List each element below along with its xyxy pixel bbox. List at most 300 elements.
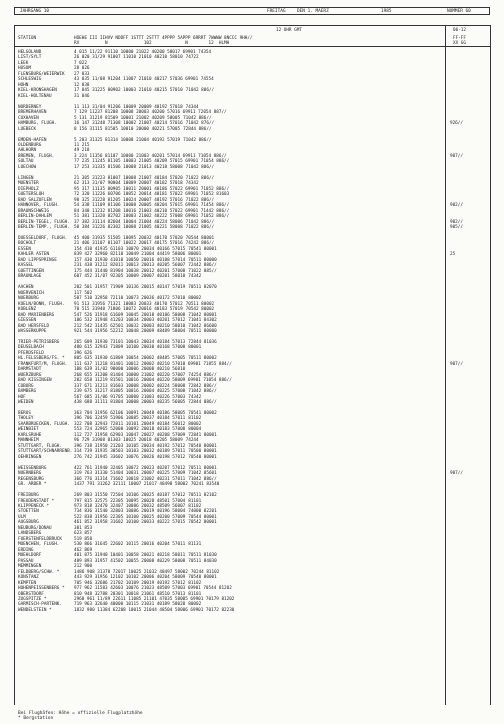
station-name: KASSEL (18, 263, 34, 269)
supplementary-codes: 70540 80001 (188, 575, 217, 581)
station-name: MUENCHEN, FLUGH. (18, 542, 60, 548)
table-row (0, 302, 504, 307)
date-label: DEN 1. MAERZ (297, 9, 329, 14)
table-row (0, 94, 504, 99)
gust-codes: 25 (450, 252, 456, 258)
gust-codes: 907// (450, 153, 463, 159)
observation-codes: 117 502 (74, 290, 93, 296)
station-name: HANNOVER, FLUGH. (18, 203, 60, 209)
supplementary-codes: 74342 (188, 274, 202, 280)
supplementary-codes: 71042 886// (185, 88, 215, 94)
station-name: WEISSENBURG (18, 465, 47, 471)
observation-codes: 95 317 11135 80905 10011 20001 40186 57022 69901 71052 886// (74, 186, 230, 192)
station-name: BAMBERG (18, 389, 37, 395)
table-row (0, 345, 504, 350)
supplementary-codes: 71042 876// (185, 121, 215, 127)
observation-codes: 438 688 31111 81804 10008 20003 40235 56005 (74, 400, 186, 406)
station-name: SCHLESWIG (18, 77, 42, 83)
observation-codes: 805 635 31930 61809 10054 20002 48485 57005 (74, 356, 186, 362)
supplementary-codes: 70542 80001 (188, 520, 217, 526)
station-name: WASSERKUPPE (18, 328, 47, 334)
station-name: HOHN (18, 82, 29, 88)
table-row (0, 570, 504, 575)
table-row (0, 187, 504, 192)
observation-codes: 11 113 31/04 91206 10009 20009 40192 57018 (74, 104, 183, 110)
table-row (0, 334, 504, 339)
table-row (0, 165, 504, 170)
observation-codes: 28 026 (74, 66, 90, 72)
station-name: COBURG (18, 383, 34, 389)
station-column-header: STATION (18, 36, 37, 41)
observation-codes: 462 869 (74, 547, 93, 553)
station-name: NUERNBERG (18, 471, 42, 477)
weekday: FREITAG (267, 9, 286, 14)
table-row (0, 192, 504, 197)
table-row (0, 329, 504, 334)
station-name: GUETERSLOH (18, 192, 44, 198)
table-row (0, 564, 504, 569)
observation-codes: 973 818 32470 32407 10086 20032 48509 56007 (74, 504, 186, 509)
station-name: ERDING (18, 547, 34, 553)
observation-codes: 530 866 31645 22602 10115 20016 40204 57011 (74, 542, 186, 548)
station-name: WEIDEN (18, 400, 34, 406)
supplementary-codes: 70500 80001 (188, 449, 217, 455)
gust-codes: 926// (450, 121, 463, 127)
gust-codes: 907// (450, 361, 463, 367)
station-name: PFERDSFELD (18, 350, 44, 356)
supplementary-codes: 70540 80001 (188, 454, 217, 460)
observation-codes: 839 427 32960 82110 10049 21004 44419 58006 (74, 252, 186, 258)
observation-codes: 96 729 31908 01303 10025 20018 40205 58009 (74, 438, 183, 444)
station-name: KEMPTEN (18, 580, 37, 586)
observation-codes: 186 532 31948 41203 10034 20003 40201 57012 (74, 318, 186, 324)
supplementary-codes: 80001 (188, 345, 202, 351)
table-row (0, 384, 504, 389)
station-name: KARLSRUHE (18, 432, 42, 438)
supplementary-codes: 74242 886// (185, 241, 215, 247)
observation-codes: 72 320 11226 60706 10052 20014 40181 57022 69901 71052 81603 (74, 192, 230, 198)
station-name: LINGEN (18, 175, 34, 181)
table-row (0, 209, 504, 214)
supplementary-codes: 71022 886// (185, 225, 215, 231)
observation-codes: 202 501 31957 71909 10136 20015 40147 57019 (74, 285, 186, 291)
table-row (0, 559, 504, 564)
supplementary-codes: 71042 886// (183, 115, 212, 121)
observation-codes: 519 858 (74, 536, 93, 542)
table-row (0, 449, 504, 454)
gust-codes: 902// (450, 219, 463, 225)
station-name: REGENSBURG (18, 476, 44, 482)
station-name: KOBLENZ (18, 307, 37, 313)
supplementary-codes: 71022 886// (185, 175, 215, 181)
table-row (0, 263, 504, 268)
observation-codes: 112 727 31958 62903 10047 20027 40208 57009 (74, 432, 186, 438)
station-name: DUESSELDORF, FLUGH. (18, 235, 68, 241)
supplementary-codes: 71041 84302 (188, 318, 217, 324)
observation-codes: 212 542 31435 62501 10032 20003 40210 58010 (74, 323, 186, 329)
table-row (0, 138, 504, 143)
observation-codes: 45 400 31935 51505 10095 20032 40170 57020 (74, 235, 183, 241)
table-row (0, 542, 504, 547)
observation-codes: 43 035 11/08 91204 11007 21010 40217 57036 69901 74554 (74, 77, 214, 83)
station-name: EMDEN-HAFEN (18, 137, 47, 143)
observation-codes: 26 020 31/29 91007 11010 21010 40210 58010 (74, 55, 183, 61)
footnote-mountain-station: * Bergstation (18, 716, 54, 722)
observation-codes: 154 410 41935 61103 10070 20034 40166 57015 (74, 246, 186, 252)
supplementary-codes: 70544 80001 (185, 235, 215, 241)
observation-codes: 337 671 31213 81603 10008 20002 40224 58008 (74, 383, 186, 389)
station-name: ESSEN (18, 246, 31, 252)
station-name: LUEBECK (18, 126, 37, 132)
observation-codes: 54 338 11109 81106 10008 20005 40204 57015 69901 71454 886// (74, 203, 230, 209)
table-row (0, 602, 504, 607)
supplementary-codes: 70511 80000 (188, 257, 217, 263)
supplementary-codes: 70244 81102 (190, 569, 220, 575)
table-row (0, 400, 504, 405)
supplementary-codes: 70541 80001 (188, 246, 217, 252)
observation-codes: 607 452 31/07 92305 10009 20007 40201 58010 (74, 274, 186, 280)
table-row (0, 389, 504, 394)
table-row (0, 482, 504, 487)
table-row (0, 318, 504, 323)
observation-codes: 5 131 31219 81509 10001 21002 40209 58005 (74, 115, 181, 121)
supplementary-codes: 71042 886// (188, 389, 217, 395)
station-name: OLDENBURG (18, 142, 42, 148)
supplementary-codes: 72842 886// (188, 383, 217, 389)
observation-codes: 1437 791 31262 32111 10007 21017 48498 58002 (74, 482, 188, 488)
supplementary-codes: 70544 80001 (188, 514, 217, 520)
observation-codes: 4 015 11/22 91110 10000 21022 40200 58017 69901 74354 (74, 50, 212, 55)
station-name: MANNHEIM (18, 438, 39, 444)
table-row (0, 181, 504, 186)
observation-codes: 401 875 31940 10401 10058 20021 40218 58011 (74, 553, 186, 559)
station-name: SAARBRUECKEN, FLUGH. (18, 421, 70, 427)
supplementary-codes: 71042 886// (183, 137, 212, 143)
table-row (0, 121, 504, 126)
station-name: BAD SALZUFLEN (18, 197, 52, 203)
year: 1985 (381, 9, 392, 14)
station-name: MUEHLDORF (18, 553, 42, 559)
table-row (0, 373, 504, 378)
table-row (0, 499, 504, 504)
supplementary-codes: 81102 (188, 504, 202, 509)
station-name: STOETTEN (18, 509, 39, 515)
supplementary-codes: 74254 886// (188, 372, 217, 378)
supplementary-codes: 80002 (188, 602, 202, 608)
observation-codes: 31 046 (74, 93, 90, 99)
station-name: SOLTAU (18, 159, 34, 165)
station-name: OEHRINGEN (18, 454, 42, 460)
footnotes (18, 711, 143, 722)
table-row (0, 66, 504, 71)
table-row (0, 105, 504, 110)
table-row (0, 471, 504, 476)
station-name: KAHLER ASTEN (18, 252, 50, 258)
table-row (0, 356, 504, 361)
station-name: GOETTINGEN (18, 268, 44, 274)
supplementary-codes: 71042 886// (185, 219, 215, 225)
station-name: HOF (18, 394, 26, 400)
supplementary-codes: 70511 82070 (188, 285, 217, 291)
station-name: THOLEY (18, 416, 34, 422)
supplementary-codes: 74244 (185, 438, 199, 444)
station-name: KOELN/BONN, FLUGH. (18, 301, 65, 307)
supplementary-codes: 80004 (188, 427, 202, 433)
observation-codes: 381 853 (74, 525, 93, 531)
supplementary-codes: 74342 (188, 394, 202, 400)
observation-codes: 480 615 32943 71809 10100 20030 40168 57008 (74, 345, 186, 351)
station-name: STUTTGART/SCHNARRENB. (18, 449, 73, 455)
observation-codes: 17 045 31225 80902 10003 21010 40215 57010 (74, 88, 183, 94)
observation-codes: 3 224 11356 81107 10000 21003 40201 57014 69911 71054 886// (74, 153, 227, 159)
table-row (0, 99, 504, 104)
station-name: BOCHOLT (18, 241, 37, 247)
station-name: BERLIN-DAHLEM (18, 214, 52, 220)
supplementary-codes: 71042 886// (185, 164, 215, 170)
table-row (0, 198, 504, 203)
station-name: CUXHAVEN (18, 115, 39, 121)
station-name: AHLHORN (18, 148, 37, 154)
station-name: KIEL-HOLTENAU (18, 93, 52, 99)
supplementary-codes: 72844 886// (183, 126, 212, 132)
station-name: GARMISCH-PARTENK. (18, 602, 62, 608)
station-name: HOHENPEISSENBERG * (18, 586, 65, 592)
observation-codes: 17 253 31335 81506 10008 21013 40218 58008 (74, 164, 183, 170)
observation-codes: 265 609 31930 73101 10043 20034 40184 57013 (74, 339, 186, 345)
station-name: NEUBURG/DONAU (18, 525, 52, 531)
table-row (0, 575, 504, 580)
station-name: MUENSTER (18, 181, 39, 187)
table-row (0, 214, 504, 219)
table-row (0, 280, 504, 285)
observation-codes: 91 513 31956 71321 10083 20033 40170 57012 (74, 301, 183, 307)
station-name: FELDBERG/SCHW. * (18, 569, 60, 575)
observation-codes: 734 836 31540 32803 10086 20019 40196 58004 (74, 509, 186, 515)
station-name: FUERSTENFELDBRUCK (18, 536, 62, 542)
supplementary-codes: 70511 82102 (188, 493, 217, 499)
observation-codes: 62 313 31/07 90804 10009 20007 40182 57018 (74, 181, 183, 187)
observation-codes: 422 761 31940 32405 10072 20023 40207 57012 (74, 465, 186, 471)
observation-time: 12 UHR GMT (276, 28, 302, 33)
station-name: AUGSBURG (18, 520, 39, 526)
supplementary-codes: 71042 85601 (188, 471, 217, 477)
supplementary-codes: 81101 (188, 591, 202, 597)
station-name: OBERSTDORF (18, 591, 44, 597)
observation-codes: 212 900 (74, 564, 93, 570)
table-row (0, 324, 504, 329)
gust-codes: 907// (450, 471, 463, 477)
supplementary-codes: 70542 80002 (185, 307, 215, 313)
observation-codes: 363 704 31956 62106 10091 20048 40186 58005 (74, 411, 186, 417)
station-name: TRIER-PETRISBERG (18, 339, 60, 345)
table-row (0, 110, 504, 115)
station-name: LIST/SYLT (18, 55, 42, 61)
table-row (0, 116, 504, 121)
observation-codes: 11 215 (74, 142, 90, 148)
table-row (0, 285, 504, 290)
observation-codes: 49 218 (74, 148, 90, 154)
observation-codes: 1486 908 31378 72017 10025 21032 48497 58002 (74, 569, 188, 575)
station-name: KIEL-KRONSHAGEN (18, 88, 57, 94)
table-row (0, 531, 504, 536)
supplementary-codes: 72442 886// (188, 263, 217, 269)
station-name: HELGOLAND (18, 50, 42, 55)
station-name: BAD MARIENBERG (18, 312, 55, 318)
table-row (0, 313, 504, 318)
table-row (0, 367, 504, 372)
supplementary-codes: 71022 885// (188, 268, 217, 274)
station-name: LEEK (18, 60, 29, 66)
supplementary-codes: 72844 81036 (188, 339, 217, 345)
table-row (0, 455, 504, 460)
observation-codes: 443 929 31956 12102 10102 20006 40204 58009 (74, 575, 186, 581)
table-row (0, 231, 504, 236)
observation-codes: 21 305 31223 81007 10008 21007 40184 57020 (74, 175, 183, 181)
table-row (0, 477, 504, 482)
observation-codes: 921 544 31956 52212 10048 20009 48489 58004 (74, 328, 186, 334)
supplementary-codes: 70511 80002 (188, 356, 217, 362)
observation-codes: 705 946 32686 21702 10109 20019 40192 57012 (74, 580, 186, 586)
table-row (0, 466, 504, 471)
station-name: FLENSBURG/WEIERWIK (18, 71, 65, 77)
station-name: NOERVENICH (18, 290, 44, 296)
table-row (0, 509, 504, 514)
observation-codes: 5 203 31325 81314 10008 21004 40192 57019 (74, 137, 181, 143)
observation-codes: 157 430 31930 41010 10050 20016 40188 57014 (74, 257, 186, 263)
station-name: AACHEN (18, 285, 34, 291)
table-row (0, 132, 504, 137)
observation-codes: 396 626 (74, 350, 93, 356)
observation-codes: 21 406 31107 81107 10022 20017 40175 57016 (74, 241, 183, 247)
table-row (0, 592, 504, 597)
table-row (0, 159, 504, 164)
supplementary-codes: 81101 (188, 498, 202, 504)
observation-codes: 797 815 32575 22305 10095 20020 48501 57004 (74, 498, 186, 504)
table-row (0, 148, 504, 153)
station-name: FREUDENSTADT * (18, 498, 55, 504)
supplementary-codes: 81131 (188, 542, 202, 548)
supplementary-codes: 70540 80001 (188, 443, 217, 449)
supplementary-codes: 81102 (188, 416, 202, 422)
station-name: LANDSBERG (18, 531, 42, 537)
supplementary-codes: 74344 (185, 104, 199, 110)
station-name: HAMBURG, FLUGH. (18, 121, 57, 127)
table-row (0, 427, 504, 432)
column-header-rule (14, 46, 490, 47)
station-name: BERUS (18, 411, 31, 417)
supplementary-codes: 80002 (188, 296, 202, 302)
supplementary-codes: 72844 886// (188, 400, 217, 406)
supplementary-codes: 80002 (188, 421, 202, 427)
table-row (0, 274, 504, 279)
station-name: HUSUM (18, 66, 31, 72)
observation-codes: 314 739 31935 30503 10103 20032 40189 57011 (74, 449, 186, 455)
supplementary-codes: 70511 80002 (185, 301, 215, 307)
observation-codes: 977 962 11583 42603 10076 21023 48509 57003 69901 70544 81202 (74, 586, 232, 592)
table-row (0, 406, 504, 411)
station-name: NORDERNEY (18, 104, 42, 110)
station-name: KLIPPENECK * (18, 504, 50, 509)
observation-codes: 522 838 31956 22305 10100 20025 40200 57009 (74, 514, 186, 520)
observation-codes: 409 893 31957 41502 10055 20008 40229 58008 (74, 558, 186, 564)
table-row (0, 460, 504, 465)
data-column-subheaders: RX N 102 N 12 HLMH (74, 41, 230, 46)
station-name: WEINBIET (18, 427, 39, 433)
supplementary-codes: 71042 86600 (188, 323, 217, 329)
station-name: ZUGSPITZE * (18, 597, 47, 602)
observation-codes: 27 033 (74, 71, 90, 77)
data-column-headers: HOEHE III IIHVV NDDFF 1STTT 2STTT 4PPPP 5APPP 6RRRT 7WWWW 8NCCC 9HH// (74, 36, 253, 41)
station-name: BRAUNSCHWEIG (18, 208, 50, 214)
table-row (0, 291, 504, 296)
station-name: BAD KISSINGEN (18, 378, 52, 384)
table-row (0, 378, 504, 383)
supplementary-codes: 80001 (188, 252, 202, 258)
station-name: BERLIN-TEGEL, FLUGH. (18, 219, 70, 225)
table-row (0, 608, 504, 613)
station-name: MEMMINGEN (18, 564, 42, 570)
station-name: STUTTGART, FLUGH. (18, 443, 62, 449)
observation-codes: 268 655 31208 81404 10000 21002 40220 57007 (74, 372, 186, 378)
station-name: DEUSELBACH (18, 345, 44, 351)
observation-codes: 366 776 31314 71602 10018 21002 40231 57011 (74, 476, 186, 482)
table-row (0, 88, 504, 93)
table-row (0, 203, 504, 208)
table-row (0, 296, 504, 301)
gust-codes: 905// (450, 225, 463, 231)
observation-codes: 276 742 31945 33602 10076 20026 40198 57012 (74, 454, 186, 460)
supplementary-codes: 70241 83540 (190, 482, 220, 488)
supplementary-codes: 81102 (188, 580, 202, 586)
observation-codes: 77 235 11245 81105 10003 21005 40209 57015 69901 71054 886// (74, 159, 230, 165)
station-name: HL.FELSSBERG/FS. * (18, 356, 65, 362)
observation-codes: 8 156 31115 81505 10010 20000 40221 57005 (74, 126, 181, 132)
right-column-header-1: FF-FF (453, 36, 466, 41)
observation-codes: 50 384 31226 82302 10008 21005 40221 58008 (74, 225, 183, 231)
observation-codes: 70 515 31940 71806 10072 20016 40183 57019 (74, 307, 183, 313)
table-row (0, 225, 504, 230)
observation-codes: 810 948 32788 20301 10018 21061 48510 57013 (74, 591, 186, 597)
station-name: BREMEN, FLUGH. (18, 153, 55, 159)
table-row (0, 553, 504, 558)
observation-codes: 98 325 31228 81205 10024 20007 40192 57016 (74, 197, 183, 203)
table-row (0, 488, 504, 493)
observation-codes: 2960 961 11/89 22611 11085 21101 47035 58005 69901 70179 81202 (74, 597, 235, 602)
observation-codes: 269 803 31550 72504 10106 20025 40187 57012 (74, 493, 186, 499)
observation-codes: 111 637 11218 81401 10012 20002 40210 57010 69901 71855 884// (74, 361, 232, 367)
supplementary-codes: 71022 886// (185, 197, 215, 203)
volume-label: JAHRGANG 10 (20, 9, 50, 14)
observation-codes: 7 129 11237 81208 10008 20003 40200 57016 69911 72054 887// (74, 110, 227, 116)
table-row (0, 438, 504, 443)
station-name: DIEPHOLZ (18, 186, 39, 192)
observation-codes: 322 708 32943 72811 10101 20049 40184 56012 (74, 421, 186, 427)
supplementary-codes: 70511 81030 (188, 553, 217, 559)
observation-codes: 7 022 (74, 60, 87, 66)
observation-codes: 396 706 32459 51906 10085 20037 40184 57011 (74, 416, 186, 422)
observation-codes: 396 738 31950 21203 10105 20034 40192 57012 (74, 443, 186, 449)
table-row (0, 493, 504, 498)
footnote-airport-height: Bei Flughäfen: Höhe = offizielle Flugplatzhöhe (18, 711, 143, 716)
observation-codes: 108 639 31/02 90000 10006 20008 40210 56010 (74, 367, 186, 373)
table-top-rule (14, 25, 490, 26)
supplementary-codes: 71042 80001 (188, 312, 217, 318)
station-name: FRANKFURT/M, FLUGH. (18, 361, 68, 367)
observation-codes: 547 526 31918 61609 10045 20018 40186 58008 (74, 312, 186, 318)
observation-codes: 553 724 32965 52008 10092 20018 40183 57008 (74, 427, 186, 433)
gust-codes: 902// (450, 203, 463, 209)
table-row (0, 55, 504, 60)
